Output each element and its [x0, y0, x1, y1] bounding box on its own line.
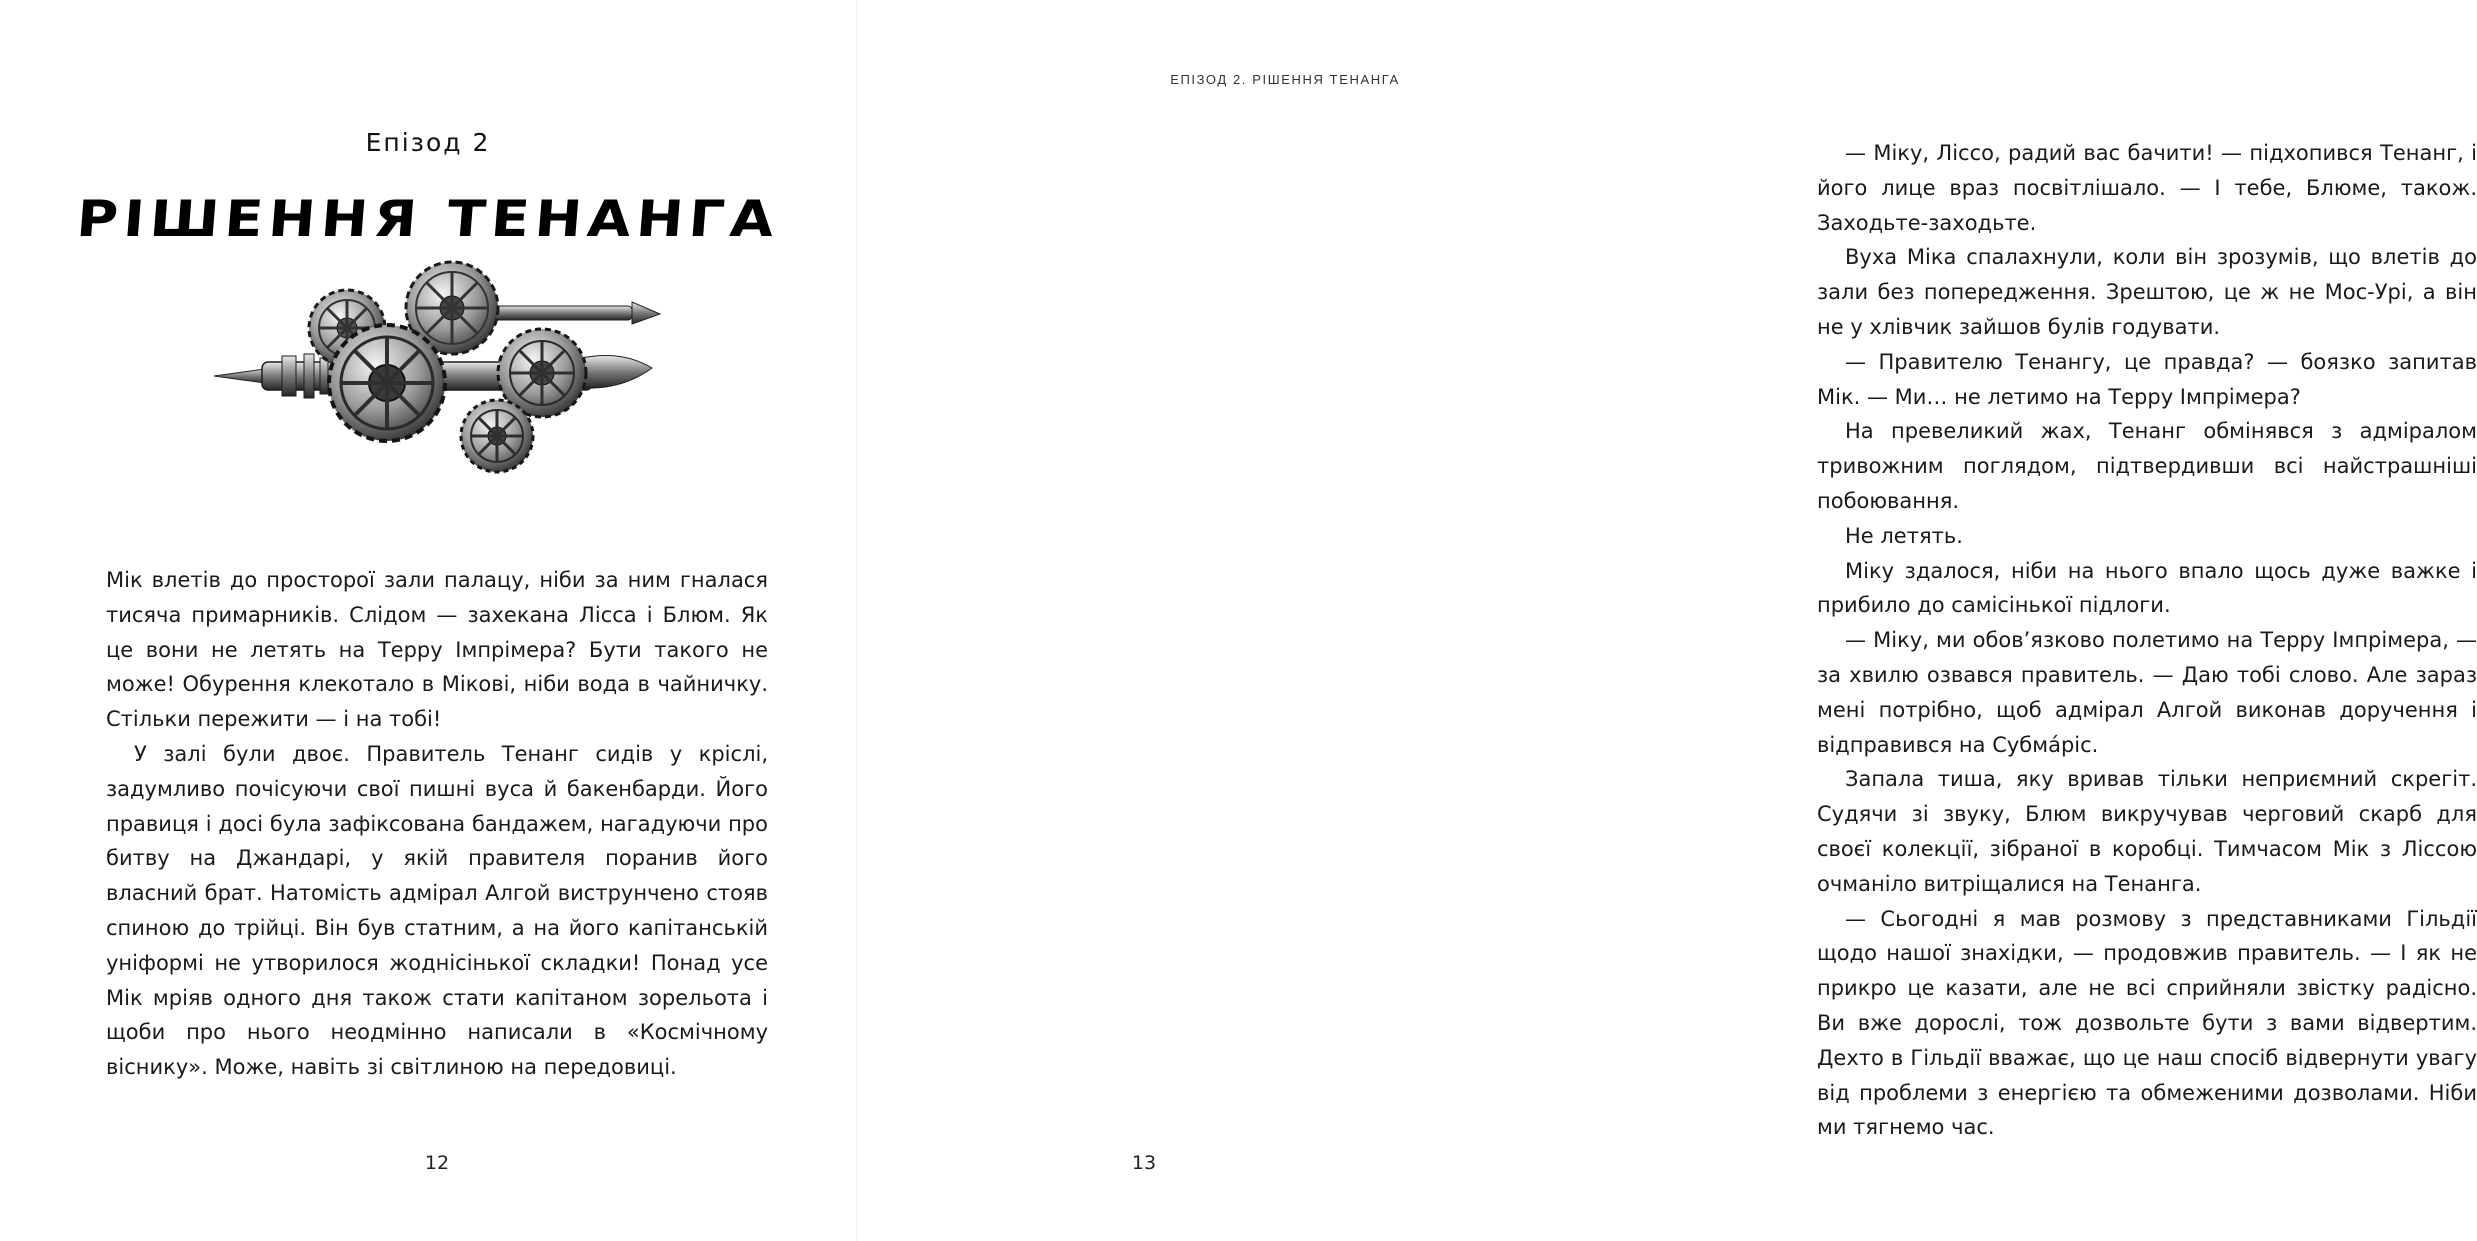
steampunk-gears-ornament-icon	[212, 258, 662, 478]
paragraph: Вуха Міка спалахнули, коли він зрозумів, що влетів до зали без попередження. Зрештою, це ж не Мос-Урі, а він не у хлівчик зайшов булів годувати.	[1817, 245, 2477, 339]
paragraph: — Міку, Ліссо, радий вас бачити! — підхопився Тенанг, і його лице враз посвітлішало. — І тебе, Блюме, також. Заходьте-заходьте.	[1817, 141, 2477, 235]
paragraph: — Міку, ми обов’язково полетимо на Терру Імпрімера, — за хвилю озвався правитель. — Даю тобі слово. Але зараз мені потрібно, щоб адмірал Алгой виконав доручення і відправився на Субмáріс.	[1817, 628, 2477, 757]
running-head: ЕПІЗОД 2. РІШЕННЯ ТЕНАНГА	[1170, 72, 1400, 87]
paragraph: У залі були двоє. Правитель Тенанг сидів у кріслі, задумливо почісуючи свої пишні вуса й бакенбарди. Його правиця і досі була зафіксована бандажем, нагадуючи про битву на Джандарі, у якій правителя поранив його власний брат. Натомість адмірал Алгой виструнчено стояв спиною до трійці. Він був статним, а на його капітанській уніформі не утворилося жоднісінької складки! Понад усе Мік мріяв одного дня також стати капітаном зорельота і щоби про нього неодмінно написали в «Космічному віснику». Може, навіть зі світлиною на передовиці.	[106, 741, 768, 1080]
chapter-title: РІШЕННЯ ТЕНАНГА	[74, 190, 782, 248]
paragraph: — Сьогодні я мав розмову з представниками Гільдії щодо нашої знахідки, — продовжив правитель. — І як не прикро це казати, але не всі сприйняли звістку радісно. Ви вже дорослі, тож дозвольте бути з вами відвертим. Дехто в Гільдії вважає, що це наш спосіб відвернути увагу від проблеми з енергією та обмеженими дозволами. Ніби ми тягнемо час.	[1817, 906, 2477, 1140]
paragraph: На превеликий жах, Тенанг обмінявся з адміралом тривожним поглядом, підтвердивши всі найстрашніші побоювання.	[1817, 419, 2477, 513]
right-page	[857, 0, 2477, 1241]
paragraph: Мік влетів до просторої зали палацу, ніби за ним гналася тисяча примарників. Слідом — захекана Лісса і Блюм. Як це вони не летять на Терру Імпрімера? Бути такого не може! Обурення клекотало в Мікові, ніби вода в чайничку. Стільки пережити — і на тобі!	[106, 568, 768, 732]
page-number: 12	[424, 1152, 450, 1174]
right-body-text	[1817, 136, 2477, 1145]
paragraph: Міку здалося, ніби на нього впало щось дуже важке і прибило до самісінької підлоги.	[1817, 558, 2477, 618]
left-body-text	[106, 563, 768, 1085]
page-number: 13	[1131, 1152, 1157, 1174]
paragraph: Запала тиша, яку вривав тільки неприємний скрегіт. Судячи зі звуку, Блюм викручував черговий скарб для своєї колекції, зібраної в коробці. Тимчасом Мік з Ліссою очманіло витріщалися на Тенанга.	[1817, 767, 2477, 896]
paragraph: Не летять.	[1845, 523, 1963, 548]
episode-label: Епізод 2	[365, 128, 491, 157]
left-page	[0, 0, 856, 1241]
paragraph: — Правителю Тенангу, це правда? — боязко запитав Мік. — Ми… не летимо на Терру Імпрімера?	[1817, 349, 2477, 409]
